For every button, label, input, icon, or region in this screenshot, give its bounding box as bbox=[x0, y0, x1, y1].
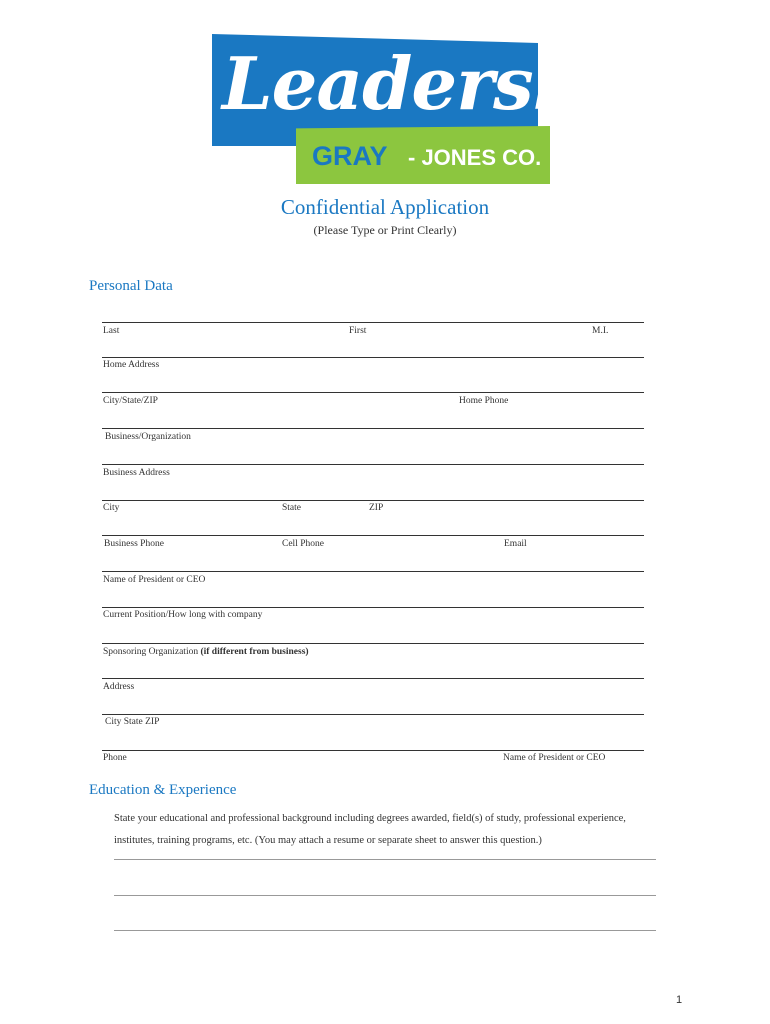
sponsoring-organization-label: Sponsoring Organization (if different from business) bbox=[103, 647, 309, 657]
business-phone-label: Business Phone bbox=[104, 539, 164, 549]
email-label: Email bbox=[504, 539, 527, 549]
logo-jones-text: - JONES CO. bbox=[408, 145, 542, 170]
name-field-line[interactable] bbox=[102, 322, 644, 323]
page-number: 1 bbox=[676, 994, 683, 1006]
cell-phone-label: Cell Phone bbox=[282, 539, 324, 549]
first-name-label: First bbox=[349, 326, 367, 336]
city-state-zip-label: City/State/ZIP bbox=[103, 396, 158, 406]
logo-gray-text: GRAY bbox=[312, 141, 388, 171]
middle-initial-label: M.I. bbox=[592, 326, 609, 336]
sponsor-phone-line[interactable] bbox=[102, 750, 644, 751]
business-address-label: Business Address bbox=[103, 468, 170, 478]
business-zip-label: ZIP bbox=[369, 503, 384, 513]
personal-data-heading: Personal Data bbox=[89, 278, 173, 294]
last-name-label: Last bbox=[103, 326, 120, 336]
phones-email-line[interactable] bbox=[102, 535, 644, 536]
sponsor-address-line[interactable] bbox=[102, 678, 644, 679]
president-ceo-label: Name of President or CEO bbox=[103, 575, 206, 585]
sponsor-address-label: Address bbox=[103, 682, 135, 692]
home-phone-label: Home Phone bbox=[459, 396, 509, 406]
business-organization-label: Business/Organization bbox=[105, 432, 191, 442]
current-position-label: Current Position/How long with company bbox=[103, 610, 263, 620]
sponsor-phone-label: Phone bbox=[103, 753, 127, 763]
education-answer-line-3[interactable] bbox=[114, 930, 656, 931]
leadership-logo bbox=[212, 34, 660, 186]
home-address-label: Home Address bbox=[103, 360, 160, 370]
city-state-zip-line[interactable] bbox=[102, 392, 644, 393]
page-title: Confidential Application bbox=[280, 195, 490, 219]
education-heading: Education & Experience bbox=[89, 782, 237, 798]
sponsoring-organization-line[interactable] bbox=[102, 643, 644, 644]
home-address-line[interactable] bbox=[102, 357, 644, 358]
president-ceo-line[interactable] bbox=[102, 571, 644, 572]
logo-script-text: Leadership bbox=[222, 41, 660, 126]
sponsor-city-state-zip-label: City State ZIP bbox=[105, 717, 160, 727]
business-organization-line[interactable] bbox=[102, 428, 644, 429]
page-subtitle: (Please Type or Print Clearly) bbox=[313, 223, 457, 237]
business-city-label: City bbox=[103, 503, 120, 513]
education-prompt: State your educational and professional background including degrees awarded, field(s) of study, professional experience, institutes, training programs, etc. (You may attach a resume or separate sheet to answer this question.) bbox=[114, 813, 626, 846]
education-answer-line-2[interactable] bbox=[114, 895, 656, 896]
business-city-line[interactable] bbox=[102, 500, 644, 501]
sponsor-city-state-zip-line[interactable] bbox=[102, 714, 644, 715]
current-position-line[interactable] bbox=[102, 607, 644, 608]
education-answer-line-1[interactable] bbox=[114, 859, 656, 860]
business-state-label: State bbox=[282, 503, 301, 513]
sponsor-president-ceo-label: Name of President or CEO bbox=[503, 753, 606, 763]
business-address-line[interactable] bbox=[102, 464, 644, 465]
